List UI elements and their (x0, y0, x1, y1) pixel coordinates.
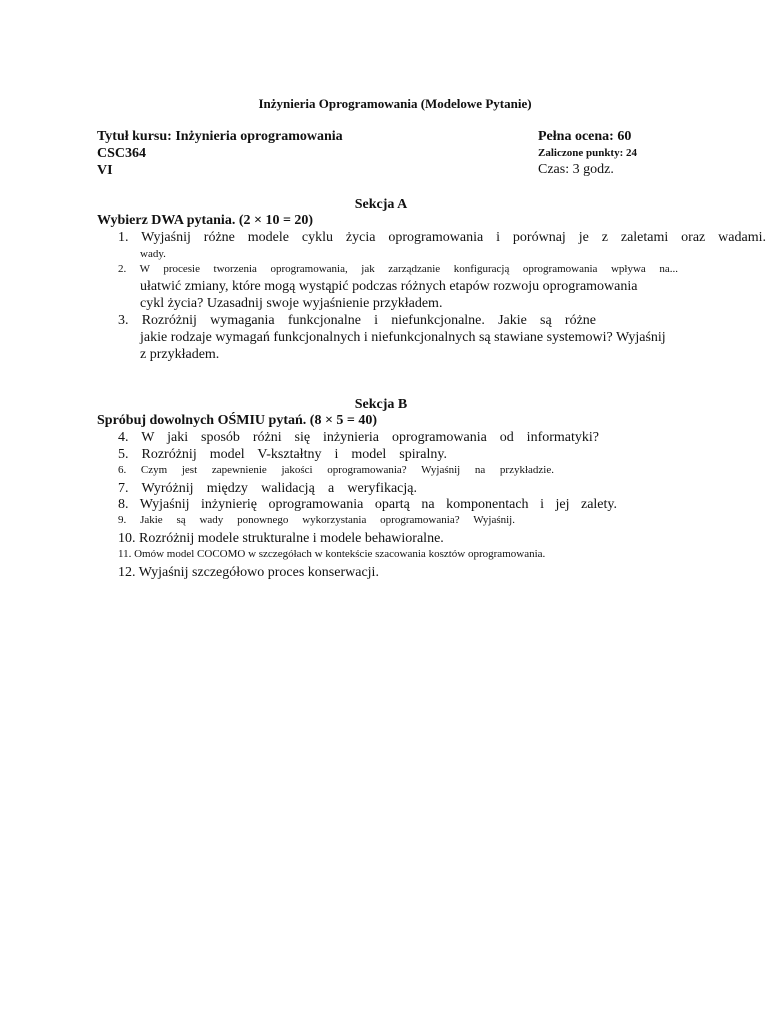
question-text: Rozróżnij model V-kształtny i model spiralny. (141, 447, 448, 462)
course-title: Tytuł kursu: Inżynieria oprogramowania (97, 129, 343, 144)
question-text: Omów model COCOMO w szczegółach w kontekście szacowania kosztów oprogramowania. (134, 548, 546, 560)
question-text: Jakie są wady ponownego wykorzystania oprogramowania? Wyjaśnij. (140, 514, 515, 526)
section-b-title: Sekcja B (354, 397, 408, 412)
course-info (97, 128, 343, 179)
section-a-instruction: Wybierz DWA pytania. (2 × 10 = 20) (97, 213, 314, 228)
section-b-instruction: Spróbuj dowolnych OŚMIU pytań. (8 × 5 = 40) (97, 413, 378, 428)
question-number: 7. (118, 481, 129, 496)
question-text: Rozróżnij wymagania funkcjonalne i niefunkcjonalne. Jakie są różne (141, 313, 596, 328)
pass-score: Zaliczone punkty: 24 (538, 147, 638, 159)
question-number: 3. (118, 313, 129, 328)
question-text: Wyjaśnij różne modele cyklu życia oprogramowania i porównaj je z zaletami oraz wadami. (141, 230, 767, 245)
question-number: 5. (118, 447, 129, 462)
question-3 (118, 313, 596, 329)
section-a-title: Sekcja A (354, 197, 408, 212)
question-11 (118, 548, 766, 560)
question-text: W procesie tworzenia oprogramowania, jak zarządzanie konfiguracją oprogramowania wpływa na... (139, 263, 678, 275)
question-number: 6. (118, 464, 127, 476)
question-2 (118, 263, 678, 275)
question-7 (118, 481, 417, 497)
exam-info (538, 128, 637, 178)
question-number: 8. (118, 497, 129, 512)
question-2-line-3: cykl życia? Uzasadnij swoje wyjaśnienie przykładem. (140, 296, 443, 311)
question-3-line-3: z przykładem. (140, 347, 220, 362)
question-5 (118, 447, 447, 463)
question-text: Rozróżnij modele strukturalne i modele behawioralne. (139, 531, 444, 546)
question-3-line-2: jakie rodzaje wymagań funkcjonalnych i niefunkcjonalnych są stawiane systemowi? Wyjaśnij (140, 330, 666, 345)
max-score: Pełna ocena: 60 (538, 129, 632, 144)
document-title: Inżynieria Oprogramowania (Modelowe Pytanie) (258, 96, 532, 111)
question-12 (118, 565, 766, 581)
question-number: 11. (118, 548, 132, 560)
question-number: 1. (118, 230, 129, 245)
question-9 (118, 514, 515, 526)
question-1 (118, 230, 766, 246)
question-number: 10. (118, 531, 136, 546)
semester: VI (97, 163, 113, 178)
question-text: Czym jest zapewnienie jakości oprogramowania? Wyjaśnij na przykładzie. (140, 464, 554, 476)
exam-duration: Czas: 3 godz. (538, 162, 614, 177)
question-text: Wyróżnij między walidacją a weryfikacją. (141, 481, 417, 496)
question-8 (118, 497, 617, 513)
question-2-line-2: ułatwić zmiany, które mogą wystąpić podczas różnych etapów rozwoju oprogramowania (140, 279, 638, 294)
question-number: 9. (118, 514, 127, 526)
question-1-continuation: wady. (140, 248, 166, 260)
question-text: Wyjaśnij inżynierię oprogramowania opartą na komponentach i jej zalety. (139, 497, 618, 512)
question-text: Wyjaśnij szczegółowo proces konserwacji. (138, 565, 379, 580)
question-4 (118, 430, 599, 446)
question-number: 4. (118, 430, 129, 445)
question-10 (118, 531, 766, 547)
question-text: W jaki sposób różni się inżynieria oprogramowania od informatyki? (141, 430, 599, 445)
question-number: 12. (118, 565, 136, 580)
question-number: 2. (118, 263, 127, 275)
course-code: CSC364 (97, 146, 147, 161)
question-6 (118, 464, 554, 476)
